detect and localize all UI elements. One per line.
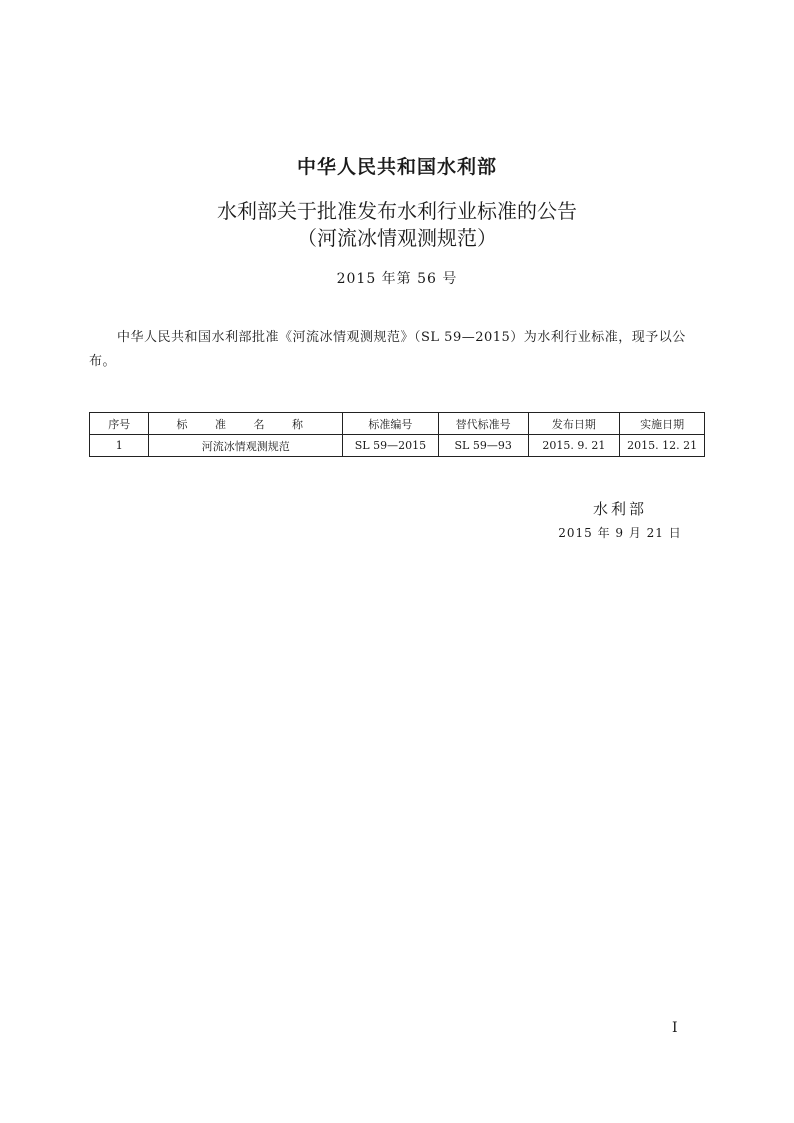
cell-replaced-code: SL 59—93 [438,435,528,457]
document-number: 2015 年第 56 号 [336,271,458,287]
announcement-title: 水利部关于批准发布水利行业标准的公告 [217,199,577,223]
signer-name: 水利部 [592,500,647,518]
issuer-heading: 中华人民共和国水利部 [296,156,497,178]
cell-index: 1 [90,435,149,457]
header-standard-name: 标 准 名 称 [149,413,343,435]
cell-standard-name: 河流冰情观测规范 [149,435,343,457]
header-replaced-code: 替代标准号 [438,413,528,435]
table-header-row [90,413,705,435]
page-number: I [672,1020,678,1036]
announcement-paragraph: 中华人民共和国水利部批准《河流冰情观测规范》（SL 59—2015）为水利行业标准，现予以公布。 [89,330,686,369]
signing-date: 2015 年 9 月 21 日 [558,526,682,540]
cell-standard-code: SL 59—2015 [343,435,439,457]
standards-table [89,412,705,457]
cell-publish-date: 2015. 9. 21 [528,435,620,457]
cell-implement-date: 2015. 12. 21 [620,435,705,457]
table-row [90,435,705,457]
announcement-subtitle: （河流冰情观测规范） [297,226,497,250]
header-publish-date: 发布日期 [528,413,620,435]
header-standard-code: 标准编号 [343,413,439,435]
header-index: 序号 [90,413,149,435]
header-implement-date: 实施日期 [620,413,705,435]
